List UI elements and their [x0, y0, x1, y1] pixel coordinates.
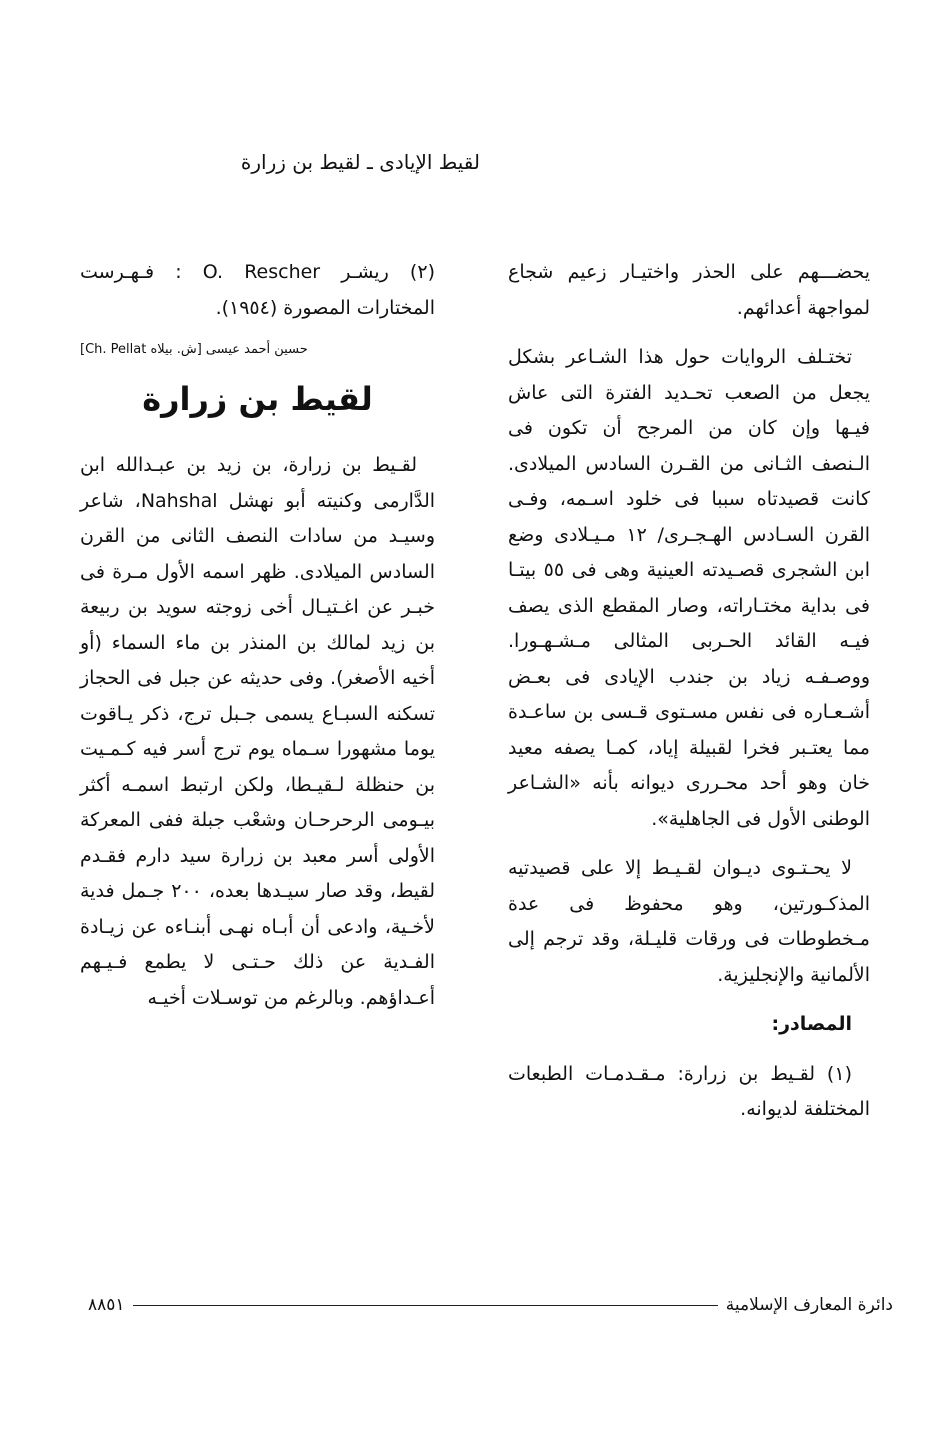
source-entry: (٢) ريشـر O. Rescher : فـهـرست المختارات المصورة (١٩٥٤). — [80, 261, 435, 319]
author-signature: حسين أحمد عيسى [ش. بيلاه Ch. Pellat] — [80, 342, 308, 357]
page-footer — [88, 1295, 893, 1315]
paragraph: لقـيط بن زرارة، بن زيد بن عبـدالله ابن الدَّارمى وكنيته أبو نهشل Nahshal، شاعر وسيـد من سادات النصف الثانى من القرن السادس الميلادى. ظهر اسمه الأول مـرة فى خبـر عن اغـتيـال أخى زوجته سويد بن ربيعة بن زيد لمالك بن المنذر بن ماء السماء (أو أخيه الأصغر). وفى حديثه عن جبل فى الحجاز تسكنه السبـاع يسمى جـبل ترج، ذكر يـاقوت يوما مشهورا سـماه يوم ترج أسر فيه كـمـيت بن حنظلة لـقيـطا، ولكن ارتبط اسمـه أكثر بيـومى الرحرحـان وشعْب جبلة ففى المعركة الأولى أسر معبد بن زرارة سيد دارم فقـدم لقيط، وقد صار سيـدها بعده، ٢٠٠ جـمل فدية لأخـية، وادعى أن أبـاه نهـى أبنـاءه عن زيـادة الفـدية عن ذلك حـتـى لا يطمع فـيـهم أعـداؤهم. وبالرغم من توسـلات أخيـه — [80, 454, 436, 1009]
publication-name: دائرة المعارف الإسلامية — [725, 1295, 893, 1315]
paragraph: يحضـــهم على الحذر واختيـار زعيم شجاع لمواجهة أعدائهم. — [508, 261, 870, 319]
paragraph: لا يحـتـوى ديـوان لقـيـط إلا على قصيدتيه المذكـورتين، وهو محفوظ فى عدة مـخطوطات فى ورقات قليـلة، وقد ترجم إلى الألمانية والإنجليزية. — [508, 857, 870, 986]
page-number: ٨٨٥١ — [88, 1295, 125, 1315]
footer-rule — [133, 1305, 718, 1306]
paragraph: تختـلف الروايات حول هذا الشـاعر بشكل يجعل من الصعب تحـديد الفترة التى عاش فيـها وإن كان من المرجح أن تكون فى الـنصف الثـانى من القـرن السادس الميلادى. كانت قصيدتاه سببا فى خلود اسـمه، وفـى القرن السـادس الهـجـرى/ ١٢ مـيـلادى وضع ابن الشجرى قصـيدته العينية وهى فى ٥٥ بيتـا فى بداية مختـاراته، وصار المقطع الذى يصف فيـه القائد الحـربى المثالى مـشـهـورا. ووصـفـه زياد بن جندب الإيادى فى بعـض أشـعـاره فى نفس مسـتوى قـسى بن ساعـدة مما يعتـبر فخرا لقبيلة إياد، كمـا يصفه معيد خان وهو أحد محـررى ديوانه بأنه «الشـاعر الوطنى الأول فى الجاهلية». — [508, 346, 870, 830]
right-column — [508, 255, 870, 1142]
left-column — [80, 255, 435, 1030]
sources-heading: المصادر: — [771, 1013, 852, 1035]
article-title: لقيط بن زرارة — [142, 380, 373, 418]
source-entry: (١) لقـيط بن زرارة: مـقـدمـات الطبعات المختلفة لديوانه. — [508, 1062, 870, 1120]
running-head: لقيط الإيادى ـ لقيط بن زرارة — [240, 150, 480, 174]
